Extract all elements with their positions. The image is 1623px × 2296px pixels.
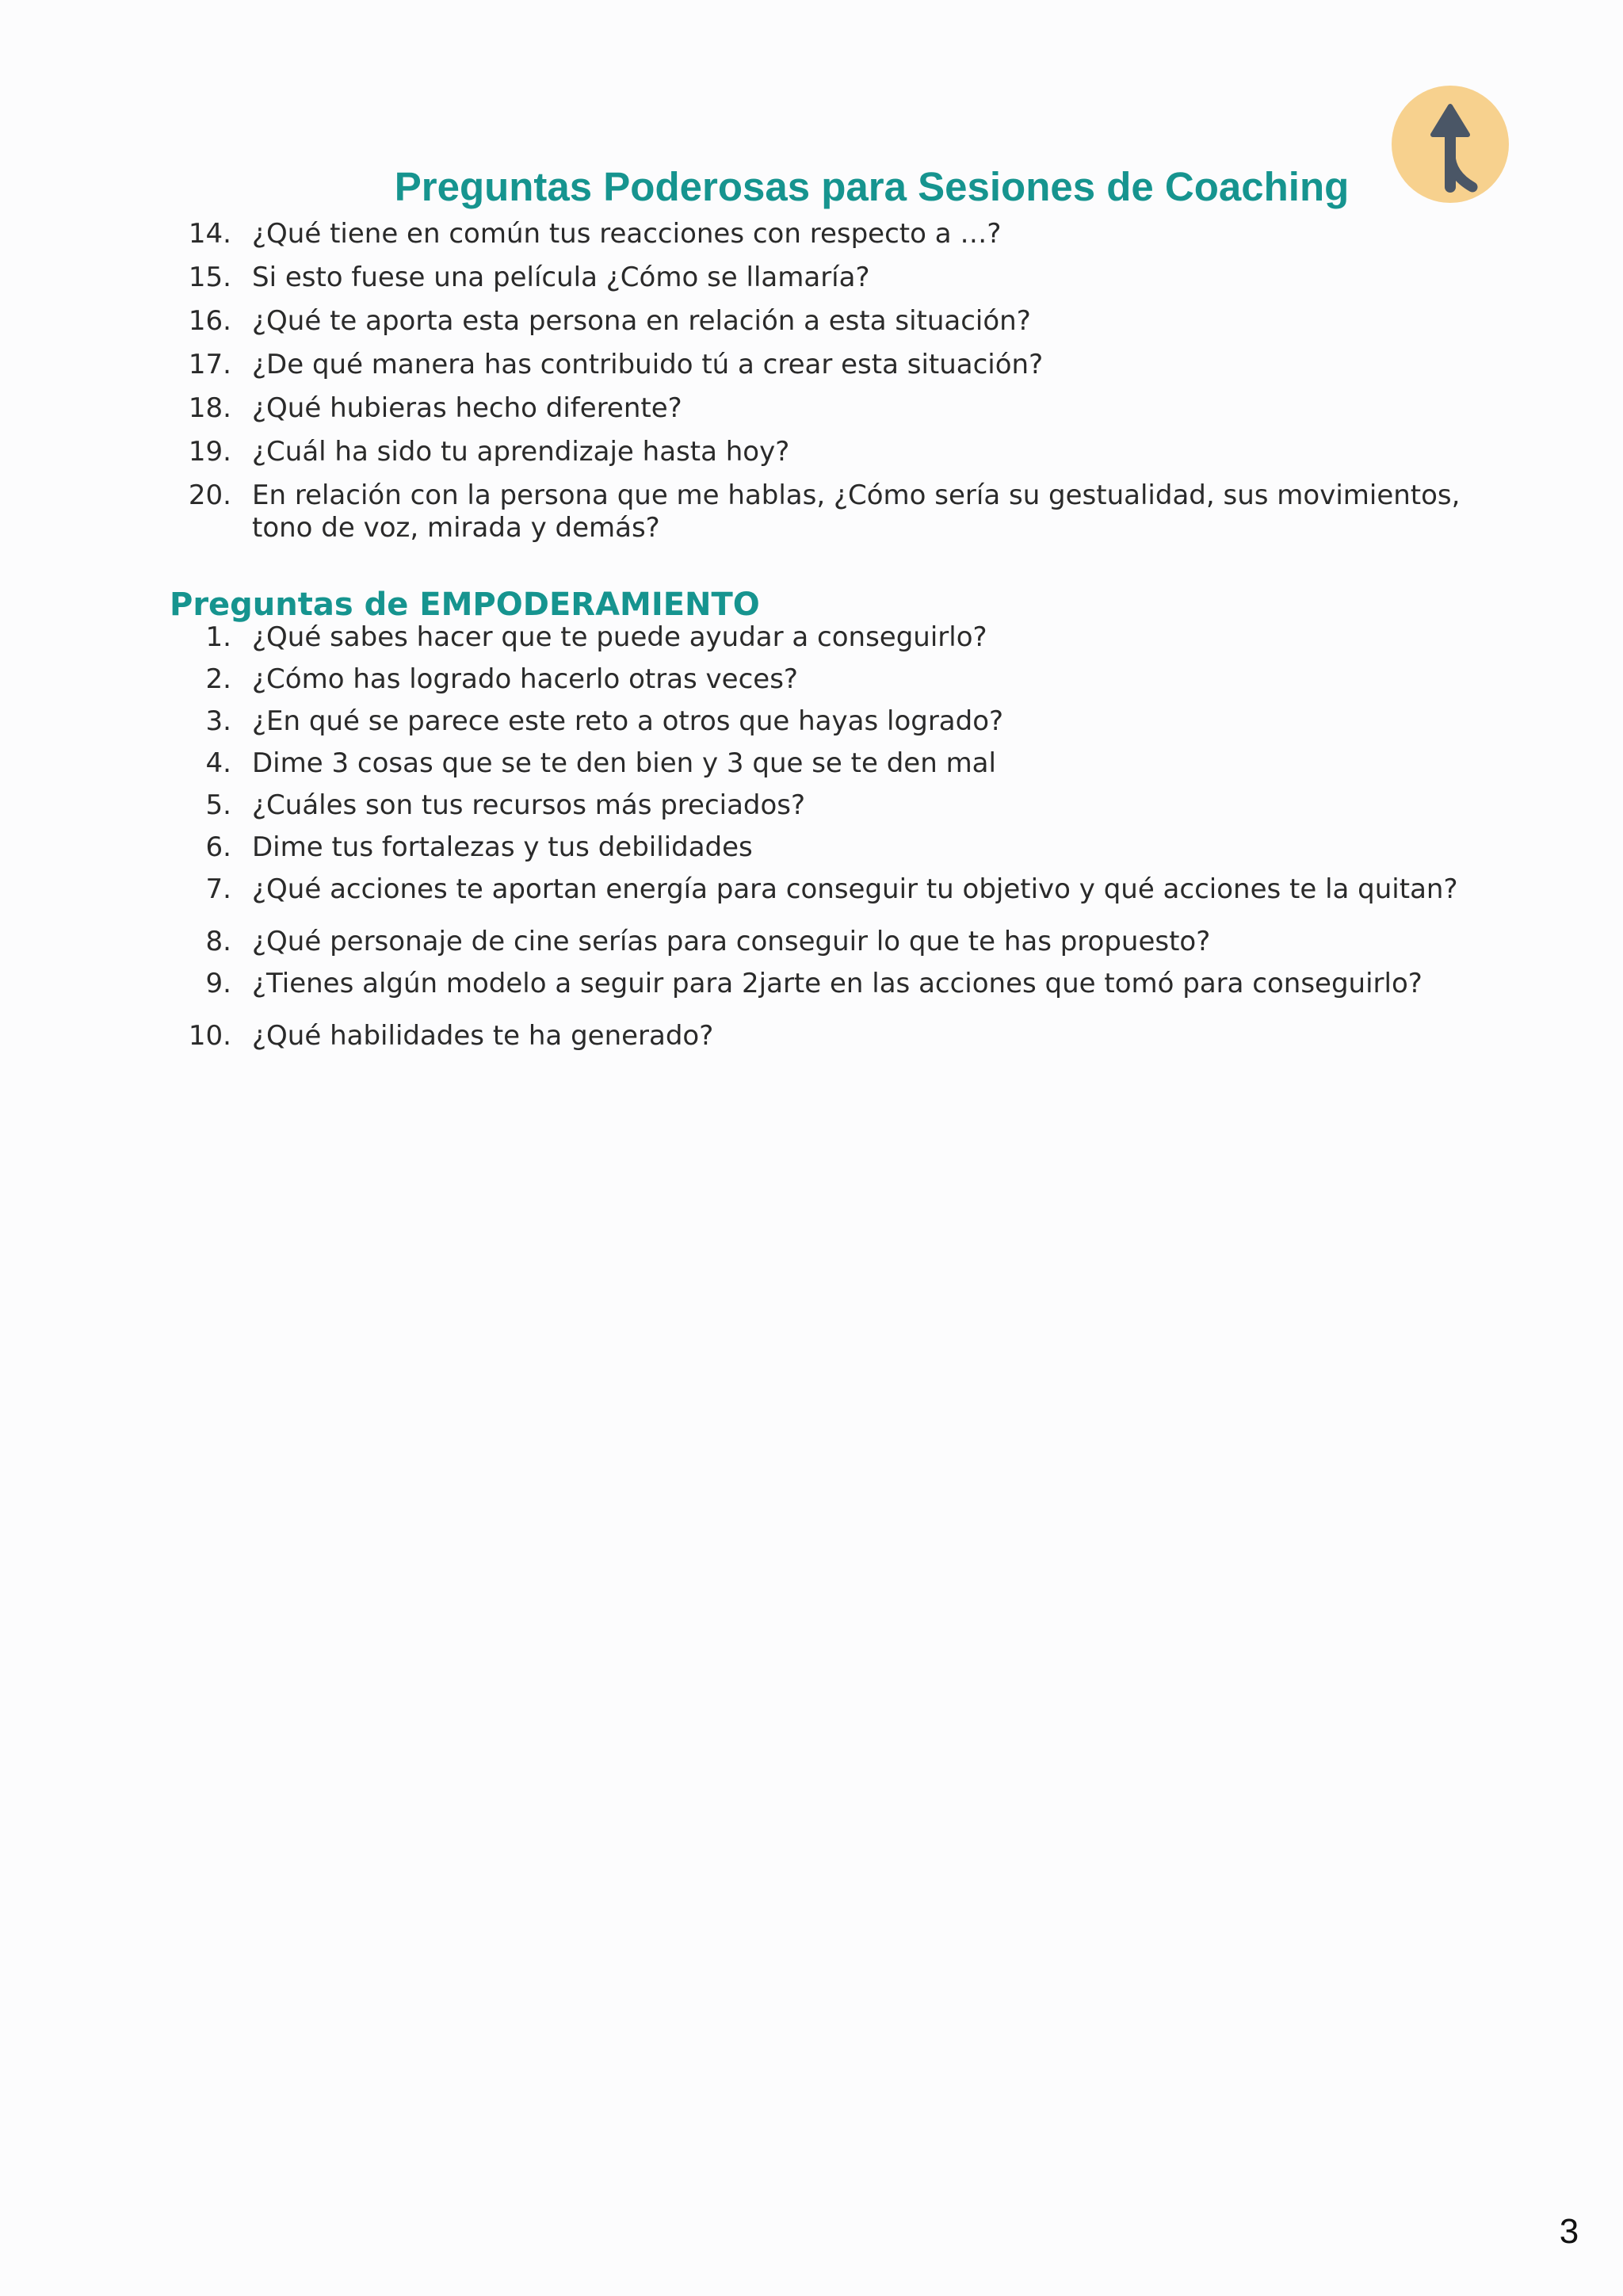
section-heading: Preguntas de EMPODERAMIENTO (170, 586, 760, 624)
item-text: ¿Cómo has logrado hacerlo otras veces? (252, 663, 798, 695)
item-number: 4. (205, 747, 231, 779)
item-text: ¿Cuáles son tus recursos más preciados? (252, 789, 806, 821)
item-text: ¿De qué manera has contribuido tú a crear esta situación? (252, 349, 1044, 380)
item-text: Dime 3 cosas que se te den bien y 3 que se te den mal (252, 747, 996, 779)
item-number: 20. (188, 479, 231, 511)
list-item (0, 436, 1623, 468)
list-item (0, 349, 1623, 381)
item-text: ¿Qué acciones te aportan energía para conseguir tu objetivo y qué acciones te la quitan? (252, 873, 1458, 905)
empowerment-question-list (0, 621, 1623, 1062)
list-item (0, 968, 1623, 1000)
item-text: Si esto fuese una película ¿Cómo se llamaría? (252, 262, 870, 293)
item-text: ¿Qué habilidades te ha generado? (252, 1020, 714, 1052)
list-item (0, 747, 1623, 780)
item-number: 19. (188, 436, 231, 468)
list-item (0, 663, 1623, 696)
item-number: 8. (205, 926, 231, 957)
item-number: 14. (188, 218, 231, 250)
item-number: 17. (188, 349, 231, 380)
item-number: 3. (205, 705, 231, 737)
question-list-continued (0, 218, 1623, 556)
list-item (0, 705, 1623, 738)
item-text: ¿Qué tiene en común tus reacciones con respecto a …? (252, 218, 1002, 250)
item-text: ¿Cuál ha sido tu aprendizaje hasta hoy? (252, 436, 790, 468)
item-number: 10. (188, 1020, 231, 1052)
item-text: ¿En qué se parece este reto a otros que hayas logrado? (252, 705, 1004, 737)
list-item (0, 1020, 1623, 1052)
brand-logo (1392, 86, 1509, 203)
item-number: 9. (205, 968, 231, 999)
page-title: Preguntas Poderosas para Sesiones de Coaching (394, 164, 1350, 210)
item-number: 15. (188, 262, 231, 293)
list-item (0, 218, 1623, 250)
list-item (0, 831, 1623, 864)
item-number: 5. (205, 789, 231, 821)
item-text: ¿Qué sabes hacer que te puede ayudar a conseguirlo? (252, 621, 987, 653)
list-item (0, 621, 1623, 654)
merge-arrow-up-icon (1392, 86, 1509, 203)
item-text: En relación con la persona que me hablas, ¿Cómo sería su gestualidad, sus movimientos, tono de voz, mirada y demás? (252, 479, 1461, 544)
item-number: 18. (188, 392, 231, 424)
list-item (0, 873, 1623, 906)
list-item (0, 926, 1623, 958)
list-item (0, 392, 1623, 425)
item-text: Dime tus fortalezas y tus debilidades (252, 831, 753, 863)
list-item (0, 789, 1623, 822)
item-number: 1. (205, 621, 231, 653)
item-text: ¿Qué te aporta esta persona en relación a esta situación? (252, 305, 1031, 337)
item-text: ¿Qué personaje de cine serías para conseguir lo que te has propuesto? (252, 926, 1211, 957)
item-number: 7. (205, 873, 231, 905)
item-text: ¿Tienes algún modelo a seguir para 2jarte en las acciones que tomó para conseguirlo? (252, 968, 1423, 999)
list-item (0, 479, 1623, 544)
item-number: 2. (205, 663, 231, 695)
item-text: ¿Qué hubieras hecho diferente? (252, 392, 682, 424)
page-number: 3 (1559, 2212, 1579, 2251)
item-number: 6. (205, 831, 231, 863)
item-number: 16. (188, 305, 231, 337)
list-item (0, 262, 1623, 294)
list-item (0, 305, 1623, 338)
